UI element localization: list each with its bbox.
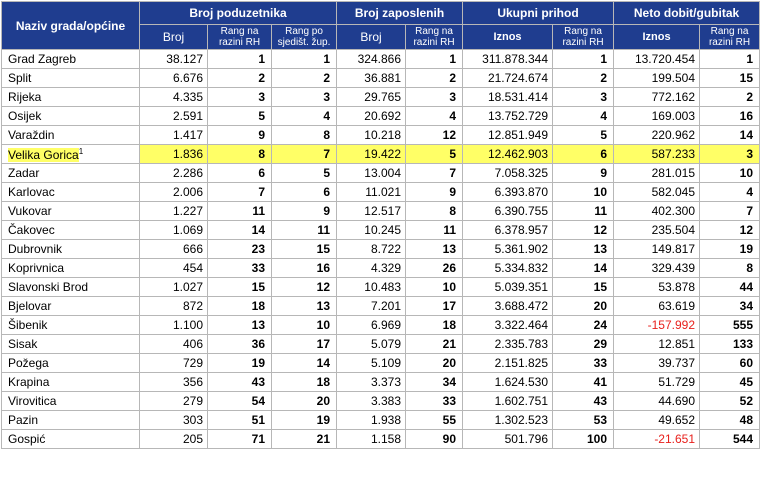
cell-net-profit-amount: 220.962 bbox=[614, 126, 700, 145]
cell-revenue-rank-rh: 6 bbox=[553, 145, 614, 164]
city-name-text: Osijek bbox=[8, 109, 42, 123]
cell-entrepreneurs-rank-county: 11 bbox=[272, 221, 337, 240]
cell-net-profit-rank-rh: 2 bbox=[700, 88, 760, 107]
cell-net-profit-rank-rh: 12 bbox=[700, 221, 760, 240]
cell-entrepreneurs-count: 2.591 bbox=[140, 107, 208, 126]
cell-revenue-amount: 21.724.674 bbox=[463, 69, 553, 88]
cell-entrepreneurs-rank-county: 7 bbox=[272, 145, 337, 164]
cell-revenue-rank-rh: 14 bbox=[553, 259, 614, 278]
cell-net-profit-rank-rh: 52 bbox=[700, 392, 760, 411]
cell-net-profit-rank-rh: 3 bbox=[700, 145, 760, 164]
cell-net-profit-amount: 402.300 bbox=[614, 202, 700, 221]
cell-revenue-amount: 3.322.464 bbox=[463, 316, 553, 335]
cell-entrepreneurs-rank-county: 17 bbox=[272, 335, 337, 354]
cell-entrepreneurs-rank-county: 6 bbox=[272, 183, 337, 202]
cell-revenue-amount: 7.058.325 bbox=[463, 164, 553, 183]
cell-entrepreneurs-rank-county: 14 bbox=[272, 354, 337, 373]
cell-revenue-rank-rh: 13 bbox=[553, 240, 614, 259]
city-name-text: Virovitica bbox=[8, 394, 57, 408]
cell-revenue-amount: 12.851.949 bbox=[463, 126, 553, 145]
cell-employees-count: 10.218 bbox=[337, 126, 406, 145]
cell-entrepreneurs-rank-rh: 71 bbox=[208, 430, 272, 449]
cell-entrepreneurs-count: 303 bbox=[140, 411, 208, 430]
cell-city-name bbox=[2, 221, 140, 240]
cell-employees-count: 29.765 bbox=[337, 88, 406, 107]
cell-net-profit-amount: 169.003 bbox=[614, 107, 700, 126]
cell-net-profit-rank-rh: 555 bbox=[700, 316, 760, 335]
cell-net-profit-rank-rh: 15 bbox=[700, 69, 760, 88]
table-row bbox=[2, 259, 760, 278]
cell-revenue-amount: 2.335.783 bbox=[463, 335, 553, 354]
cell-revenue-amount: 18.531.414 bbox=[463, 88, 553, 107]
cell-employees-count: 10.483 bbox=[337, 278, 406, 297]
subheader-count: Broj bbox=[140, 25, 208, 50]
cell-revenue-rank-rh: 5 bbox=[553, 126, 614, 145]
cell-entrepreneurs-count: 729 bbox=[140, 354, 208, 373]
cell-entrepreneurs-rank-rh: 43 bbox=[208, 373, 272, 392]
cell-employees-count: 3.383 bbox=[337, 392, 406, 411]
cell-employees-rank-rh: 7 bbox=[406, 164, 463, 183]
cell-employees-rank-rh: 90 bbox=[406, 430, 463, 449]
cell-entrepreneurs-count: 1.836 bbox=[140, 145, 208, 164]
cell-entrepreneurs-rank-county: 15 bbox=[272, 240, 337, 259]
cell-city-name bbox=[2, 297, 140, 316]
table-row bbox=[2, 50, 760, 69]
cell-revenue-rank-rh: 10 bbox=[553, 183, 614, 202]
table-row bbox=[2, 221, 760, 240]
cell-employees-rank-rh: 4 bbox=[406, 107, 463, 126]
cell-revenue-rank-rh: 15 bbox=[553, 278, 614, 297]
cell-city-name bbox=[2, 373, 140, 392]
cell-entrepreneurs-rank-rh: 2 bbox=[208, 69, 272, 88]
cell-revenue-amount: 5.361.902 bbox=[463, 240, 553, 259]
city-name-text: Čakovec bbox=[8, 223, 55, 237]
table-row bbox=[2, 88, 760, 107]
cell-net-profit-amount: -21.651 bbox=[614, 430, 700, 449]
table-row bbox=[2, 69, 760, 88]
cell-net-profit-amount: 329.439 bbox=[614, 259, 700, 278]
subheader-amount: Iznos bbox=[463, 25, 553, 50]
cell-net-profit-amount: 39.737 bbox=[614, 354, 700, 373]
cell-entrepreneurs-rank-county: 1 bbox=[272, 50, 337, 69]
city-name-text: Varaždin bbox=[8, 128, 55, 142]
cell-entrepreneurs-rank-county: 10 bbox=[272, 316, 337, 335]
table-row bbox=[2, 373, 760, 392]
cell-net-profit-amount: 13.720.454 bbox=[614, 50, 700, 69]
cell-revenue-rank-rh: 43 bbox=[553, 392, 614, 411]
cell-employees-count: 324.866 bbox=[337, 50, 406, 69]
cell-entrepreneurs-rank-county: 3 bbox=[272, 88, 337, 107]
subheader-amount: Iznos bbox=[614, 25, 700, 50]
cell-city-name bbox=[2, 145, 140, 164]
cell-net-profit-rank-rh: 544 bbox=[700, 430, 760, 449]
cell-revenue-rank-rh: 29 bbox=[553, 335, 614, 354]
cell-city-name bbox=[2, 126, 140, 145]
cell-entrepreneurs-rank-rh: 5 bbox=[208, 107, 272, 126]
cell-employees-count: 5.079 bbox=[337, 335, 406, 354]
cell-employees-count: 3.373 bbox=[337, 373, 406, 392]
header-group-employees: Broj zaposlenih bbox=[337, 2, 463, 25]
cell-net-profit-rank-rh: 1 bbox=[700, 50, 760, 69]
cell-entrepreneurs-rank-rh: 11 bbox=[208, 202, 272, 221]
cell-entrepreneurs-rank-county: 9 bbox=[272, 202, 337, 221]
cell-employees-count: 8.722 bbox=[337, 240, 406, 259]
cell-entrepreneurs-count: 1.227 bbox=[140, 202, 208, 221]
table-row bbox=[2, 202, 760, 221]
cell-net-profit-rank-rh: 60 bbox=[700, 354, 760, 373]
cell-entrepreneurs-rank-rh: 8 bbox=[208, 145, 272, 164]
cell-employees-rank-rh: 18 bbox=[406, 316, 463, 335]
cell-net-profit-amount: 587.233 bbox=[614, 145, 700, 164]
cell-employees-count: 12.517 bbox=[337, 202, 406, 221]
cell-city-name bbox=[2, 335, 140, 354]
city-name-text: Split bbox=[8, 71, 32, 85]
city-name-text: Bjelovar bbox=[8, 299, 52, 313]
cell-employees-rank-rh: 3 bbox=[406, 88, 463, 107]
cell-entrepreneurs-count: 279 bbox=[140, 392, 208, 411]
cell-entrepreneurs-count: 356 bbox=[140, 373, 208, 392]
cell-net-profit-rank-rh: 34 bbox=[700, 297, 760, 316]
cell-revenue-amount: 1.302.523 bbox=[463, 411, 553, 430]
city-name-text: Velika Gorica bbox=[8, 147, 79, 162]
cell-net-profit-rank-rh: 44 bbox=[700, 278, 760, 297]
cell-employees-count: 6.969 bbox=[337, 316, 406, 335]
cell-entrepreneurs-count: 2.286 bbox=[140, 164, 208, 183]
city-name-text: Karlovac bbox=[8, 185, 55, 199]
cell-employees-count: 5.109 bbox=[337, 354, 406, 373]
table-row bbox=[2, 297, 760, 316]
table-row bbox=[2, 183, 760, 202]
city-name-text: Krapina bbox=[8, 375, 50, 389]
cell-revenue-amount: 5.334.832 bbox=[463, 259, 553, 278]
cell-employees-rank-rh: 2 bbox=[406, 69, 463, 88]
table-row bbox=[2, 316, 760, 335]
cell-net-profit-amount: 49.652 bbox=[614, 411, 700, 430]
city-name-text: Slavonski Brod bbox=[8, 280, 89, 294]
cell-employees-rank-rh: 21 bbox=[406, 335, 463, 354]
cell-revenue-amount: 12.462.903 bbox=[463, 145, 553, 164]
cell-entrepreneurs-rank-rh: 51 bbox=[208, 411, 272, 430]
cell-employees-rank-rh: 5 bbox=[406, 145, 463, 164]
cell-city-name bbox=[2, 259, 140, 278]
cell-net-profit-rank-rh: 19 bbox=[700, 240, 760, 259]
table-row bbox=[2, 240, 760, 259]
cell-net-profit-amount: 149.817 bbox=[614, 240, 700, 259]
cell-entrepreneurs-rank-county: 12 bbox=[272, 278, 337, 297]
cell-net-profit-amount: 582.045 bbox=[614, 183, 700, 202]
cell-entrepreneurs-count: 872 bbox=[140, 297, 208, 316]
subheader-rank-rh: Rang na razini RH bbox=[700, 25, 760, 50]
cell-net-profit-rank-rh: 16 bbox=[700, 107, 760, 126]
cell-entrepreneurs-rank-rh: 7 bbox=[208, 183, 272, 202]
cell-employees-count: 4.329 bbox=[337, 259, 406, 278]
cell-employees-count: 13.004 bbox=[337, 164, 406, 183]
city-name-text: Sisak bbox=[8, 337, 38, 351]
subheader-rank-rh: Rang na razini RH bbox=[406, 25, 463, 50]
cell-net-profit-rank-rh: 10 bbox=[700, 164, 760, 183]
city-name-text: Dubrovnik bbox=[8, 242, 63, 256]
cell-net-profit-rank-rh: 14 bbox=[700, 126, 760, 145]
cell-revenue-rank-rh: 1 bbox=[553, 50, 614, 69]
cell-net-profit-amount: 51.729 bbox=[614, 373, 700, 392]
cell-revenue-rank-rh: 3 bbox=[553, 88, 614, 107]
cell-employees-rank-rh: 17 bbox=[406, 297, 463, 316]
cell-entrepreneurs-rank-county: 20 bbox=[272, 392, 337, 411]
cell-net-profit-rank-rh: 4 bbox=[700, 183, 760, 202]
cell-city-name bbox=[2, 202, 140, 221]
cell-revenue-amount: 6.393.870 bbox=[463, 183, 553, 202]
city-name-text: Gospić bbox=[8, 432, 46, 446]
cell-revenue-rank-rh: 4 bbox=[553, 107, 614, 126]
cell-city-name bbox=[2, 354, 140, 373]
cell-entrepreneurs-rank-county: 21 bbox=[272, 430, 337, 449]
city-name-text: Šibenik bbox=[8, 318, 48, 332]
cell-net-profit-amount: 53.878 bbox=[614, 278, 700, 297]
cell-entrepreneurs-count: 6.676 bbox=[140, 69, 208, 88]
cell-entrepreneurs-count: 454 bbox=[140, 259, 208, 278]
cell-employees-count: 7.201 bbox=[337, 297, 406, 316]
cell-entrepreneurs-rank-county: 8 bbox=[272, 126, 337, 145]
header-group-revenue: Ukupni prihod bbox=[463, 2, 614, 25]
cell-employees-rank-rh: 1 bbox=[406, 50, 463, 69]
cell-entrepreneurs-count: 4.335 bbox=[140, 88, 208, 107]
cell-employees-count: 1.158 bbox=[337, 430, 406, 449]
table-row bbox=[2, 392, 760, 411]
cell-entrepreneurs-count: 1.027 bbox=[140, 278, 208, 297]
cell-entrepreneurs-rank-rh: 13 bbox=[208, 316, 272, 335]
cell-revenue-rank-rh: 100 bbox=[553, 430, 614, 449]
table-row bbox=[2, 126, 760, 145]
cell-revenue-amount: 6.378.957 bbox=[463, 221, 553, 240]
cell-employees-count: 1.938 bbox=[337, 411, 406, 430]
cell-city-name bbox=[2, 107, 140, 126]
cell-entrepreneurs-count: 406 bbox=[140, 335, 208, 354]
cell-city-name bbox=[2, 183, 140, 202]
cell-entrepreneurs-rank-rh: 19 bbox=[208, 354, 272, 373]
cell-revenue-amount: 6.390.755 bbox=[463, 202, 553, 221]
cell-revenue-rank-rh: 33 bbox=[553, 354, 614, 373]
cell-revenue-rank-rh: 24 bbox=[553, 316, 614, 335]
table-row bbox=[2, 145, 760, 164]
cell-revenue-amount: 311.878.344 bbox=[463, 50, 553, 69]
cell-employees-rank-rh: 9 bbox=[406, 183, 463, 202]
city-name-text: Požega bbox=[8, 356, 49, 370]
cell-revenue-amount: 3.688.472 bbox=[463, 297, 553, 316]
cell-entrepreneurs-rank-rh: 1 bbox=[208, 50, 272, 69]
cell-revenue-amount: 1.624.530 bbox=[463, 373, 553, 392]
cell-entrepreneurs-rank-county: 2 bbox=[272, 69, 337, 88]
cell-employees-count: 11.021 bbox=[337, 183, 406, 202]
cell-entrepreneurs-rank-rh: 18 bbox=[208, 297, 272, 316]
cell-entrepreneurs-rank-county: 16 bbox=[272, 259, 337, 278]
cell-employees-rank-rh: 10 bbox=[406, 278, 463, 297]
cell-net-profit-amount: 12.851 bbox=[614, 335, 700, 354]
cell-entrepreneurs-rank-rh: 23 bbox=[208, 240, 272, 259]
cell-employees-count: 19.422 bbox=[337, 145, 406, 164]
cell-revenue-amount: 5.039.351 bbox=[463, 278, 553, 297]
cell-net-profit-rank-rh: 7 bbox=[700, 202, 760, 221]
cell-revenue-rank-rh: 2 bbox=[553, 69, 614, 88]
cell-entrepreneurs-rank-rh: 36 bbox=[208, 335, 272, 354]
cell-entrepreneurs-rank-rh: 54 bbox=[208, 392, 272, 411]
cell-net-profit-amount: 772.162 bbox=[614, 88, 700, 107]
cell-revenue-amount: 2.151.825 bbox=[463, 354, 553, 373]
cell-net-profit-rank-rh: 133 bbox=[700, 335, 760, 354]
cell-entrepreneurs-rank-county: 19 bbox=[272, 411, 337, 430]
table-row bbox=[2, 107, 760, 126]
cell-employees-count: 36.881 bbox=[337, 69, 406, 88]
table-row bbox=[2, 164, 760, 183]
table-body bbox=[2, 50, 760, 449]
subheader-rank-rh: Rang na razini RH bbox=[208, 25, 272, 50]
cell-employees-rank-rh: 13 bbox=[406, 240, 463, 259]
cell-employees-rank-rh: 8 bbox=[406, 202, 463, 221]
cell-entrepreneurs-rank-rh: 33 bbox=[208, 259, 272, 278]
cell-entrepreneurs-rank-county: 4 bbox=[272, 107, 337, 126]
cell-employees-rank-rh: 34 bbox=[406, 373, 463, 392]
cell-revenue-rank-rh: 20 bbox=[553, 297, 614, 316]
cell-entrepreneurs-count: 1.069 bbox=[140, 221, 208, 240]
cell-employees-rank-rh: 11 bbox=[406, 221, 463, 240]
cell-city-name bbox=[2, 164, 140, 183]
table-row bbox=[2, 354, 760, 373]
city-statistics-table bbox=[1, 1, 760, 449]
cell-entrepreneurs-count: 1.100 bbox=[140, 316, 208, 335]
city-name-text: Rijeka bbox=[8, 90, 42, 104]
cell-entrepreneurs-rank-rh: 6 bbox=[208, 164, 272, 183]
cell-entrepreneurs-rank-rh: 3 bbox=[208, 88, 272, 107]
cell-revenue-amount: 1.602.751 bbox=[463, 392, 553, 411]
cell-employees-count: 10.245 bbox=[337, 221, 406, 240]
cell-city-name bbox=[2, 430, 140, 449]
cell-employees-rank-rh: 12 bbox=[406, 126, 463, 145]
cell-net-profit-rank-rh: 45 bbox=[700, 373, 760, 392]
table-row bbox=[2, 430, 760, 449]
cell-entrepreneurs-count: 38.127 bbox=[140, 50, 208, 69]
cell-city-name bbox=[2, 411, 140, 430]
header-group-entrepreneurs: Broj poduzetnika bbox=[140, 2, 337, 25]
header-group-net-profit: Neto dobit/gubitak bbox=[614, 2, 760, 25]
cell-entrepreneurs-rank-rh: 9 bbox=[208, 126, 272, 145]
cell-employees-rank-rh: 33 bbox=[406, 392, 463, 411]
cell-net-profit-amount: 235.504 bbox=[614, 221, 700, 240]
cell-city-name bbox=[2, 88, 140, 107]
cell-entrepreneurs-count: 1.417 bbox=[140, 126, 208, 145]
table-row bbox=[2, 411, 760, 430]
table-row bbox=[2, 278, 760, 297]
header-city-name: Naziv grada/općine bbox=[2, 2, 140, 50]
cell-revenue-rank-rh: 41 bbox=[553, 373, 614, 392]
cell-city-name bbox=[2, 69, 140, 88]
cell-city-name bbox=[2, 278, 140, 297]
city-name-text: Pazin bbox=[8, 413, 39, 427]
cell-revenue-rank-rh: 9 bbox=[553, 164, 614, 183]
city-name-text: Zadar bbox=[8, 166, 40, 180]
city-name-text: Grad Zagreb bbox=[8, 52, 77, 66]
cell-entrepreneurs-count: 205 bbox=[140, 430, 208, 449]
cell-revenue-amount: 501.796 bbox=[463, 430, 553, 449]
cell-entrepreneurs-rank-county: 13 bbox=[272, 297, 337, 316]
cell-net-profit-amount: 281.015 bbox=[614, 164, 700, 183]
table-row bbox=[2, 335, 760, 354]
city-name-text: Vukovar bbox=[8, 204, 52, 218]
cell-city-name bbox=[2, 392, 140, 411]
cell-entrepreneurs-rank-county: 18 bbox=[272, 373, 337, 392]
cell-entrepreneurs-count: 666 bbox=[140, 240, 208, 259]
cell-revenue-amount: 13.752.729 bbox=[463, 107, 553, 126]
subheader-rank-county: Rang po sjedišt. žup. bbox=[272, 25, 337, 50]
subheader-count: Broj bbox=[337, 25, 406, 50]
cell-entrepreneurs-rank-rh: 14 bbox=[208, 221, 272, 240]
cell-city-name bbox=[2, 316, 140, 335]
cell-employees-rank-rh: 55 bbox=[406, 411, 463, 430]
cell-employees-count: 20.692 bbox=[337, 107, 406, 126]
cell-net-profit-rank-rh: 8 bbox=[700, 259, 760, 278]
subheader-rank-rh: Rang na razini RH bbox=[553, 25, 614, 50]
cell-employees-rank-rh: 20 bbox=[406, 354, 463, 373]
cell-employees-rank-rh: 26 bbox=[406, 259, 463, 278]
footnote-marker: 1 bbox=[78, 146, 84, 156]
cell-revenue-rank-rh: 53 bbox=[553, 411, 614, 430]
cell-revenue-rank-rh: 11 bbox=[553, 202, 614, 221]
cell-net-profit-amount: -157.992 bbox=[614, 316, 700, 335]
cell-city-name bbox=[2, 50, 140, 69]
cell-net-profit-amount: 199.504 bbox=[614, 69, 700, 88]
cell-net-profit-rank-rh: 48 bbox=[700, 411, 760, 430]
cell-revenue-rank-rh: 12 bbox=[553, 221, 614, 240]
cell-entrepreneurs-rank-county: 5 bbox=[272, 164, 337, 183]
cell-entrepreneurs-count: 2.006 bbox=[140, 183, 208, 202]
cell-net-profit-amount: 44.690 bbox=[614, 392, 700, 411]
cell-entrepreneurs-rank-rh: 15 bbox=[208, 278, 272, 297]
cell-city-name bbox=[2, 240, 140, 259]
cell-net-profit-amount: 63.619 bbox=[614, 297, 700, 316]
city-name-text: Koprivnica bbox=[8, 261, 65, 275]
